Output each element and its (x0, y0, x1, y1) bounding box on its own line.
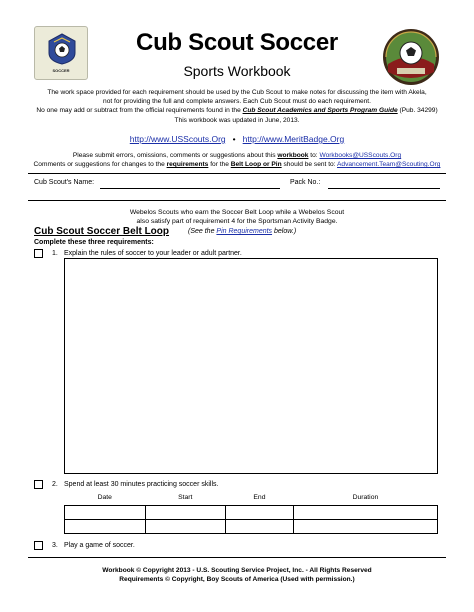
intro-text (20, 88, 454, 125)
meritbadge-link[interactable]: http://www.MeritBadge.Org (242, 134, 345, 144)
submit-line-2-mid2: should be sent to: (281, 161, 337, 169)
requirement-2-checkbox[interactable] (34, 480, 43, 489)
divider-top (28, 173, 446, 174)
practice-time-table (64, 491, 438, 534)
submit-requirements-word: requirements (166, 161, 209, 169)
intro-line-4: This workbook was updated in June, 2013. (174, 116, 300, 124)
table-cell[interactable] (226, 505, 294, 519)
section-title: Cub Scout Soccer Belt Loop (34, 226, 170, 237)
submit-workbook-word: workbook (277, 152, 309, 159)
webelos-note (0, 208, 474, 226)
webelos-line-2: also satisfy part of requirement 4 for the Sportsman Activity Badge. (136, 218, 338, 226)
table-cell[interactable] (145, 505, 226, 519)
submit-line-2-pre: Comments or suggestions for changes to the (33, 161, 167, 169)
complete-instruction: Complete these three requirements: (34, 239, 154, 246)
requirement-2-number: 2. (52, 481, 58, 488)
intro-line-1: The work space provided for each requirement should be used by the Cub Scout to make notes for discussing the item with Akela, (47, 89, 427, 96)
requirement-1-answer-box[interactable] (64, 258, 438, 474)
section-note (188, 228, 296, 235)
table-cell[interactable] (145, 519, 226, 533)
requirement-3-number: 3. (52, 542, 58, 549)
table-cell[interactable] (293, 505, 437, 519)
table-cell[interactable] (65, 519, 146, 533)
scout-name-field[interactable] (100, 188, 280, 189)
scout-name-label: Cub Scout's Name: (34, 179, 95, 186)
practice-table-header (65, 491, 438, 505)
submit-line-1-mid: to: (308, 152, 320, 159)
submit-info (20, 151, 454, 169)
submit-belt-loop-word: Belt Loop or Pin (230, 161, 282, 169)
footer-copyright-workbook: Workbook © Copyright 2013 - U.S. Scouting Service Project, Inc. - All Rights Reserved (102, 567, 372, 574)
pack-number-label: Pack No.: (290, 179, 321, 186)
requirement-1-checkbox[interactable] (34, 249, 43, 258)
link-separator: • (232, 134, 236, 144)
requirement-1-text: Explain the rules of soccer to your leader or adult partner. (64, 250, 242, 257)
end-column-header: End (253, 494, 266, 502)
page-subtitle: Sports Workbook (183, 63, 291, 79)
pin-requirements-link[interactable]: Pin Requirements (216, 228, 273, 235)
duration-column-header: Duration (352, 494, 379, 502)
intro-line-2: not for providing the full and complete answers. Each Cub Scout must do each requirement. (103, 98, 371, 106)
divider-bottom (28, 557, 446, 558)
divider-middle (28, 200, 446, 201)
intro-line-3-post: (Pub. 34299) (397, 107, 438, 115)
webelos-line-1: Webelos Scouts who earn the Soccer Belt Loop while a Webelos Scout (129, 209, 345, 216)
table-row (65, 519, 438, 533)
website-links (0, 134, 474, 144)
table-cell[interactable] (226, 519, 294, 533)
start-column-header: Start (178, 494, 193, 502)
submit-line-2-mid1: for the (208, 161, 231, 169)
section-note-post: below.) (272, 228, 297, 235)
requirement-3-checkbox[interactable] (34, 541, 43, 550)
intro-line-3-pre: No one may add or subtract from the official requirements found in the (36, 107, 243, 115)
table-cell[interactable] (65, 505, 146, 519)
workbooks-email-link[interactable]: Workbooks@USScouts.Org (319, 152, 402, 159)
scout-info-row (34, 179, 446, 191)
logo-left-text: SOCCER (52, 68, 70, 73)
requirement-3-text: Play a game of soccer. (64, 542, 135, 549)
submit-line-1-pre: Please submit errors, omissions, comments or suggestions about this (72, 152, 278, 159)
pack-number-field[interactable] (328, 188, 440, 189)
page-title: Cub Scout Soccer (136, 29, 338, 56)
intro-line-3 (20, 106, 454, 115)
requirement-2-text: Spend at least 30 minutes practicing soccer skills. (64, 481, 219, 488)
date-column-header: Date (97, 494, 112, 502)
table-row (65, 505, 438, 519)
advancement-email-link[interactable]: Advancement.Team@Scouting.Org (337, 161, 441, 169)
table-cell[interactable] (293, 519, 437, 533)
usscouts-link[interactable]: http://www.USScouts.Org (129, 134, 226, 144)
footer-copyright-requirements: Requirements © Copyright, Boy Scouts of America (Used with permission.) (119, 576, 355, 583)
submit-line-2 (20, 160, 454, 169)
section-note-pre: (See the (188, 228, 217, 235)
footer (0, 566, 474, 584)
submit-line-1 (20, 151, 454, 160)
requirement-1-number: 1. (52, 250, 58, 257)
program-guide-title: Cub Scout Academics and Sports Program Guide (242, 107, 398, 115)
